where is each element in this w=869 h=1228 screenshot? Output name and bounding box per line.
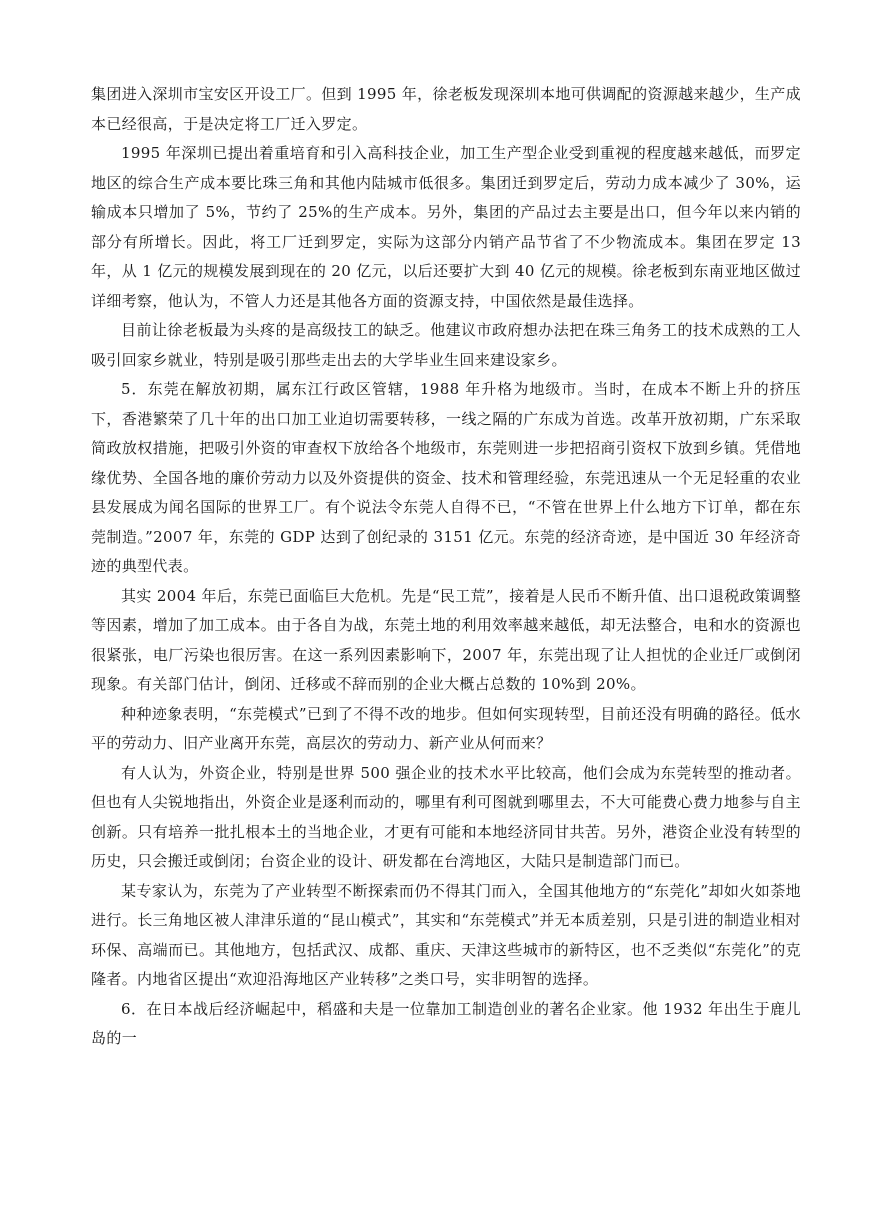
paragraph: 有人认为，外资企业，特别是世界 500 强企业的技术水平比较高，他们会成为东莞转型的推动者。但也有人尖锐地指出，外资企业是逐利而动的，哪里有利可图就到哪里去，不大可能费心费力地参与自主创新。只有培养一批扎根本土的当地企业，才更有可能和本地经济同甘共苦。另外，港资企业没有转型的历史，只会搬迁或倒闭；台资企业的设计、研发都在台湾地区，大陆只是制造部门而已。 [91,763,801,870]
paragraph: 种种迹象表明，“东莞模式”已到了不得不改的地步。但如何实现转型，目前还没有明确的路径。低水平的劳动力、旧产业离开东莞，高层次的劳动力、新产业从何而来？ [91,704,801,752]
paragraph-continued: 集团进入深圳市宝安区开设工厂。但到 1995 年，徐老板发现深圳本地可供调配的资源越来越少，生产成本已经很高，于是决定将工厂迁入罗定。 [91,85,801,133]
paragraph: 其实 2004 年后，东莞已面临巨大危机。先是“民工荒”，接着是人民币不断升值、出口退税政策调整等因素，增加了加工成本。由于各自为战，东莞土地的利用效率越来越低，却无法整合，电和水的资源也很紧张，电厂污染也很厉害。在这一系列因素影响下，2007 年，东莞出现了让人担忧的企业迁厂或倒闭现象。有关部门估计，倒闭、迁移或不辞而别的企业大概占总数的 10%到 20%。 [91,586,801,693]
paragraph: 目前让徐老板最为头疼的是高级技工的缺乏。他建议市政府想办法把在珠三角务工的技术成熟的工人吸引回家乡就业，特别是吸引那些走出去的大学毕业生回来建设家乡。 [91,321,801,369]
document-body [91,80,801,1054]
paragraph: 1995 年深圳已提出着重培育和引入高科技企业，加工生产型企业受到重视的程度越来越低，而罗定地区的综合生产成本要比珠三角和其他内陆城市低很多。集团迁到罗定后，劳动力成本减少了 30%，运输成本只增加了 5%，节约了 25%的生产成本。另外，集团的产品过去主要是出口，但今年以来内销的部分有所增长。因此，将工厂迁到罗定，实际为这部分内销产品节省了不少物流成本。集团在罗定 13 年，从 1 亿元的规模发展到现在的 20 亿元，以后还要扩大到 40 亿元的规模。徐老板到东南亚地区做过详细考察，他认为，不管人力还是其他各方面的资源支持，中国依然是最佳选择。 [91,144,801,310]
paragraph: 某专家认为，东莞为了产业转型不断探索而仍不得其门而入，全国其他地方的“东莞化”却如火如荼地进行。长三角地区被人津津乐道的“昆山模式”，其实和“东莞模式”并无本质差别，只是引进的制造业相对环保、高端而已。其他地方，包括武汉、成都、重庆、天津这些城市的新特区，也不乏类似“东莞化”的克隆者。内地省区提出“欢迎沿海地区产业转移”之类口号，实非明智的选择。 [91,881,801,988]
paragraph-item-6: 6．在日本战后经济崛起中，稻盛和夫是一位靠加工制造创业的著名企业家。他 1932 年出生于鹿儿岛的一 [91,999,801,1047]
paragraph-item-5: 5．东莞在解放初期，属东江行政区管辖，1988 年升格为地级市。当时，在成本不断上升的挤压下，香港繁荣了几十年的出口加工业迫切需要转移，一线之隔的广东成为首选。改革开放初期，广东采取简政放权措施，把吸引外资的审查权下放给各个地级市，东莞则进一步把招商引资权下放到乡镇。凭借地缘优势、全国各地的廉价劳动力以及外资提供的资金、技术和管理经验，东莞迅速从一个无足轻重的农业县发展成为闻名国际的世界工厂。有个说法令东莞人自得不已，“不管在世界上什么地方下订单，都在东莞制造。”2007 年，东莞的 GDP 达到了创纪录的 3151 亿元。东莞的经济奇迹，是中国近 30 年经济奇迹的典型代表。 [91,380,801,575]
